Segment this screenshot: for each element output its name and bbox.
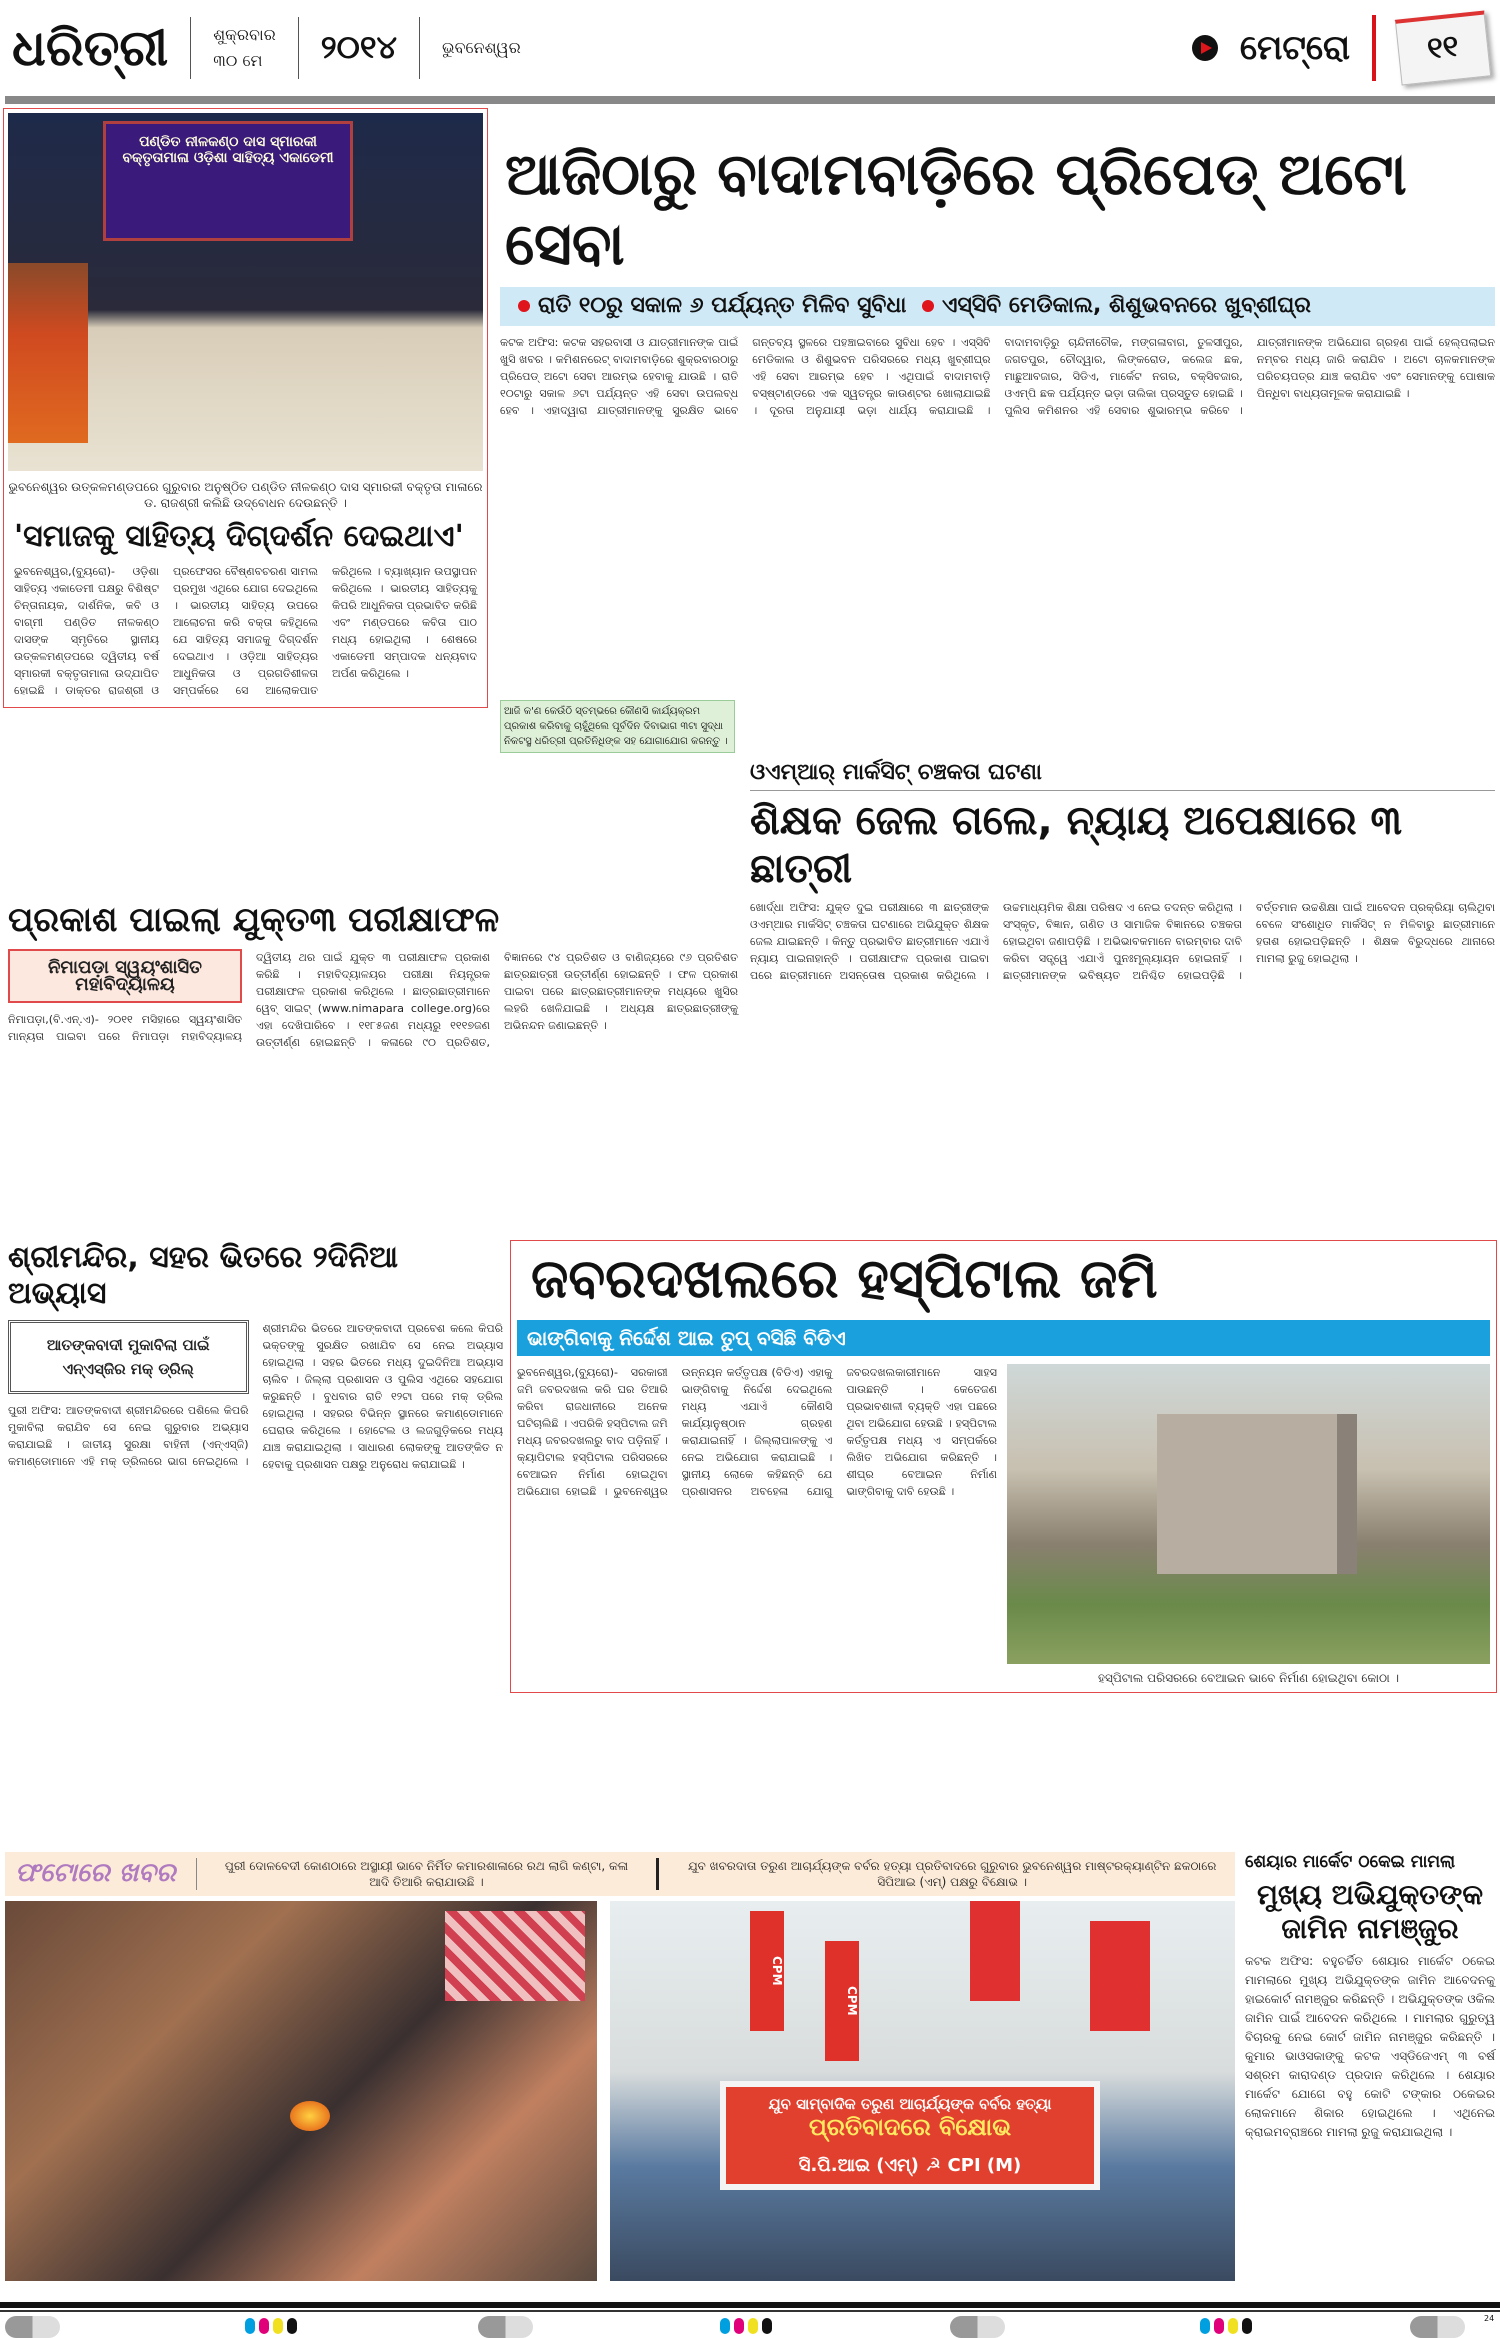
story-literature [3,108,488,708]
cmyk-mark [1228,2318,1238,2334]
cmyk-mark [259,2318,269,2334]
building-shape [1157,1414,1357,1574]
bullet-icon [518,300,530,312]
article-body: କଟକ ଅଫିସ: କଟକ ସହରବାସୀ ଓ ଯାତ୍ରୀମାନଙ୍କ ପାଇଁ ଖୁସି ଖବର । କମିଶନରେଟ୍ ବାଦାମବାଡ଼ିରେ ଶୁକ୍ରବାରଠାରୁ ପ୍ରିପେଡ୍ ଅଟୋ ସେବା ଆରମ୍ଭ ହେବାକୁ ଯାଉଛି । ରାତି ୧୦ଟାରୁ ସକାଳ ୬ଟା ପର୍ଯ୍ୟନ୍ତ ଏହି ସେବା ଉପଲବ୍ଧ ହେବ । ଏହାଦ୍ୱାରା ଯାତ୍ରୀମାନଙ୍କୁ ସୁରକ୍ଷିତ ଭାବେ ଗନ୍ତବ୍ୟ ସ୍ଥଳରେ ପହଞ୍ଚାଇବାରେ ସୁବିଧା ହେବ । ଏସ୍‌ସିବି ମେଡିକାଲ ଓ ଶିଶୁଭବନ ପରିସରରେ ମଧ୍ୟ ଖୁବ୍‌ଶୀଘ୍ର ଏହି ସେବା ଆରମ୍ଭ ହେବ । ଏଥିପାଇଁ ବାଦାମବାଡ଼ି ବସ୍‌ଷ୍ଟାଣ୍ଡରେ ଏକ ସ୍ୱତନ୍ତ୍ର କାଉଣ୍ଟର ଖୋଲାଯାଇଛି । ଦୂରତା ଅନୁଯାୟୀ ଭଡ଼ା ଧାର୍ଯ୍ୟ କରାଯାଇଛି । ବାଦାମବାଡ଼ିରୁ ଚାନ୍ଦିନୀଚୌକ, ମଙ୍ଗଳାବାଗ, ତୁଳସୀପୁର, ଜଗତପୁର, ଚୌଦ୍ୱାର, ଲିଙ୍କରୋଡ, କଲେଜ ଛକ, ମାଛୁଆବଜାର, ସିଡିଏ, ମାର୍କେଟ ନଗର, ବକ୍ସିବଜାର, ଓଏମ୍‌ପି ଛକ ପର୍ଯ୍ୟନ୍ତ ଭଡ଼ା ତାଲିକା ପ୍ରସ୍ତୁତ ହୋଇଛି । ପୁଲିସ କମିଶନର ଏହି ସେବାର ଶୁଭାରମ୍ଭ କରିବେ । ଯାତ୍ରୀମାନଙ୍କ ଅଭିଯୋଗ ଗ୍ରହଣ ପାଇଁ ହେଲ୍ପଲାଇନ ନମ୍ବର ମଧ୍ୟ ଜାରି କରାଯିବ । ଅଟୋ ଚାଳକମାନଙ୍କ ପରିଚୟପତ୍ର ଯାଞ୍ଚ କରାଯିବ ଏବଂ ସେମାନଙ୍କୁ ପୋଷାକ ପିନ୍ଧିବା ବାଧ୍ୟତାମୂଳକ କରାଯାଇଛି । [500,335,1495,417]
registration-mark [1410,2316,1465,2338]
section-play-icon [1192,35,1218,61]
headline: 'ସମାଜକୁ ସାହିତ୍ୟ ଦିଗ୍‌ଦର୍ଶନ ଦେଇଥାଏ' [14,519,464,554]
speaker-figure [8,263,88,443]
photo-caption: ଯୁବ ଖବରଦାତା ତରୁଣ ଆଚାର୍ଯ୍ୟଙ୍କ ବର୍ବର ହତ୍ୟା ପ୍ରତିବାଦରେ ଗୁରୁବାର ଭୁବନେଶ୍ୱର ମାଷ୍ଟରକ୍ୟାଣ୍ଟିନ ଛକଠାରେ ସିପିଆଇ (ଏମ୍) ପକ୍ଷରୁ ବିକ୍ଷୋଭ । [687,1859,1217,1889]
headline: ଜବରଦଖଲରେ ହସ୍ପିଟାଲ ଜମି [531,1247,1158,1310]
red-flag [1090,1921,1150,2031]
story-hospital-content [517,1364,1490,1686]
protest-banner [720,2081,1100,2190]
dateline [213,22,276,74]
registration-mark [950,2316,1005,2338]
year: ୨୦୧୪ [320,28,398,66]
bullet-icon [922,300,934,312]
kicker: ଓଏମ୍‌ଆର୍ ମାର୍କସିଟ୍ ଚଞ୍ଚକତା ଘଟଣା [750,760,1495,791]
event-photo [8,113,483,471]
newspaper-logo: ଧରିତ୍ରୀ [12,18,169,77]
banner-text: ଯୁବ ସାମ୍ବାଦିକ ତରୁଣ ଆଚାର୍ଯ୍ୟଙ୍କ ବର୍ବର ହତ୍ୟା [768,2095,1052,2113]
story-nsg-drill [8,1240,503,1473]
lead-headline: ଆଜିଠାରୁ ବାଦାମବାଡ଼ିରେ ପ୍ରିପେଡ୍ ଅଟୋ ସେବା [505,140,1407,278]
story-hospital-land [510,1240,1497,1693]
cmyk-mark [734,2318,744,2334]
sidebar-box: ଆତଙ୍କବାଦୀ ମୁକାବିଲା ପାଇଁ ଏନ୍‌ଏସ୍‌ଜିର ମକ୍ ଡ୍ରିଲ୍ [8,1320,249,1394]
stage-banner: ପଣ୍ଡିତ ନୀଳକଣ୍ଠ ଦାସ ସ୍ମାରକୀ ବକ୍ତୃତାମାଳା ଓଡ଼ିଶା ସାହିତ୍ୟ ଏକାଡେମୀ [103,121,353,241]
article-body: ନିମାପଡ଼ା,(ବି.ଏନ୍.ଏ)- ୨୦୧୧ ମସିହାରେ ସ୍ୱୟଂଶାସିତ ମାନ୍ୟତା ପାଇବା ପରେ ନିମାପଡ଼ା ମହାବିଦ୍ୟାଳୟ ଦ୍ୱିତୀୟ ଥର ପାଇଁ ଯୁକ୍ତ ୩ ପରୀକ୍ଷାଫଳ ପ୍ରକାଶ କରିଛି । ମହାବିଦ୍ୟାଳୟର ପରୀକ୍ଷା ନିୟନ୍ତ୍ରକ ପରୀକ୍ଷାଫଳ ପ୍ରକାଶ କରିଥିଲେ । ଛାତ୍ରଛାତ୍ରୀମାନେ ୱେବ୍ ସାଇଟ୍ (www.nimapara college.org)ରେ ଏହା ଦେଖିପାରିବେ । ୧୧୮୫ଜଣ ମଧ୍ୟରୁ ୧୧୧୭ଜଣ ଉତ୍ତୀର୍ଣ୍ଣ ହୋଇଛନ୍ତି । କଳାରେ ୯୦ ପ୍ରତିଶତ, ବିଜ୍ଞାନରେ ୯୪ ପ୍ରତିଶତ ଓ ବାଣିଜ୍ୟରେ ୯୬ ପ୍ରତିଶତ ଛାତ୍ରଛାତ୍ରୀ ଉତ୍ତୀର୍ଣ୍ଣ ହୋଇଛନ୍ତି । ଫଳ ପ୍ରକାଶ ପାଇବା ପରେ ଛାତ୍ରଛାତ୍ରୀମାନଙ୍କ ମଧ୍ୟରେ ଖୁସିର ଲହରି ଖେଳିଯାଇଛି । ଅଧ୍ୟକ୍ଷ ଛାତ୍ରଛାତ୍ରୀଙ୍କୁ ଅଭିନନ୍ଦନ ଜଣାଇଛନ୍ତି । [8,950,738,1049]
photo-caption: ପୁରୀ ଦୋଳବେଦୀ କୋଣଠାରେ ଅସ୍ଥାୟୀ ଭାବେ ନିର୍ମିତ କମାରଶାଳାରେ ରଥ ଲାଗି କଣ୍ଟା, କଳା ଆଦି ତିଆରି କରାଯାଉଛି । [224,1859,629,1889]
headline: ଶିକ୍ଷକ ଜେଲ ଗଲେ, ନ୍ୟାୟ ଅପେକ୍ଷାରେ ୩ ଛାତ୍ରୀ [750,798,1402,893]
forge-fire [290,2101,330,2131]
red-flag [970,1901,1020,2001]
divider [196,1858,197,1890]
divider [419,17,420,79]
cmyk-mark [1200,2318,1210,2334]
footer-rule [0,2302,1500,2308]
cmyk-mark [273,2318,283,2334]
registration-mark [5,2316,60,2338]
banner-text: ପ୍ରତିବାଦରେ ବିକ୍ଷୋଭ [808,2113,1012,2141]
photo-caption: ଭୁବନେଶ୍ୱର ଉତ୍କଳମଣ୍ଡପରେ ଗୁରୁବାର ଅନୁଷ୍ଠିତ ପଣ୍ଡିତ ନୀଳକଣ୍ଠ ଦାସ ସ୍ମାରକୀ ବକ୍ତୃତା ମାଳାରେ ଡ. ରାଜଶ୍ରୀ କଲିଛି ଉଦ୍‌ବୋଧନ ଦେଉଛନ୍ତି । [8,480,483,510]
cmyk-mark [245,2318,255,2334]
divider [298,17,299,79]
article-body: କଟକ ଅଫିସ: ବହୁଚର୍ଚ୍ଚିତ ଶେୟାର ମାର୍କେଟ ଠକେଇ ମାମଲାରେ ମୁଖ୍ୟ ଅଭିଯୁକ୍ତଙ୍କ ଜାମିନ ଆବେଦନକୁ ହାଇକୋର୍ଟ ନାମଞ୍ଜୁର କରିଛନ୍ତି । ଅଭିଯୁକ୍ତଙ୍କ ଓକିଲ ଜାମିନ ପାଇଁ ଆବେଦନ କରିଥିଲେ । ମାମଲାର ଗୁରୁତ୍ୱ ବିଚାରକୁ ନେଇ କୋର୍ଟ ଜାମିନ ନାମଞ୍ଜୁର କରିଛନ୍ତି । କୁମାର ଭାଓସକାଙ୍କୁ କଟକ ଏସ୍‌ଡିଜେଏମ୍ ୩ ବର୍ଷ ସଶ୍ରମ କାରାଦଣ୍ଡ ପ୍ରଦାନ କରିଥିଲେ । ଶେୟାର ମାର୍କେଟ ଯୋଗେ ବହୁ କୋଟି ଟଙ୍କାର ଠକେଇର ଲୋକମାନେ ଶିକାର ହୋଇଥିଲେ । ଏଥିନେଇ କ୍ରାଇମବ୍ରାଞ୍ଚରେ ମାମଲା ରୁଜୁ କରାଯାଇଥିଲା । [1245,1953,1495,2139]
page-number: ୧୧ [1395,10,1491,85]
cmyk-mark [762,2318,772,2334]
headscarf-shape [445,1911,585,2001]
subheadline: ରାତି ୧୦ରୁ ସକାଳ ୬ ପର୍ଯ୍ୟନ୍ତ ମିଳିବ ସୁବିଧା [538,293,907,319]
photo-column [1007,1364,1490,1686]
story-omr [750,760,1495,984]
college-box: ନିମାପଡ଼ା ସ୍ୱୟଂଶାସିତ ମହାବିଦ୍ୟାଳୟ [8,949,242,1003]
story-prepaid-auto [500,140,1495,419]
article-body: ପୁରୀ ଅଫିସ: ଆତଙ୍କବାଦୀ ଶ୍ରୀମନ୍ଦିରରେ ପଶିଲେ କିପରି ମୁକାବିଲା କରାଯିବ ସେ ନେଇ ଗୁରୁବାର ଅଭ୍ୟାସ କରାଯାଇଛି । ଜାତୀୟ ସୁରକ୍ଷା ବାହିନୀ (ଏନ୍‌ଏସ୍‌ଜି) କମାଣ୍ଡୋମାନେ ଏହି ମକ୍ ଡ୍ରିଲରେ ଭାଗ ନେଇଥିଲେ । ଶ୍ରୀମନ୍ଦିର ଭିତରେ ଆତଙ୍କବାଦୀ ପ୍ରବେଶ କଲେ କିପରି ଭକ୍ତଙ୍କୁ ସୁରକ୍ଷିତ ରଖାଯିବ ସେ ନେଇ ଅଭ୍ୟାସ ହୋଇଥିଲା । ସହର ଭିତରେ ମଧ୍ୟ ଦୁଇଦିନିଆ ଅଭ୍ୟାସ ଚାଲିବ । ଜିଲ୍ଲା ପ୍ରଶାସନ ଓ ପୁଲିସ ଏଥିରେ ସହଯୋଗ କରୁଛନ୍ତି । ବୁଧବାର ରାତି ୧୨ଟା ପରେ ମକ୍ ଡ୍ରିଲ ହୋଇଥିଲା । ସହରର ବିଭିନ୍ନ ସ୍ଥାନରେ କମାଣ୍ଡୋମାନେ ଘେରାଉ କରିଥିଲେ । ହୋଟେଲ ଓ ଲଜଗୁଡ଼ିକରେ ମଧ୍ୟ ଯାଞ୍ଚ କରାଯାଇଥିଲା । ସାଧାରଣ ଲୋକଙ୍କୁ ଆତଙ୍କିତ ନ ହେବାକୁ ପ୍ରଶାସନ ପକ୍ଷରୁ ଅନୁରୋଧ କରାଯାଇଛି । [8,1322,503,1471]
headline: ଶ୍ରୀମନ୍ଦିର, ସହର ଭିତରେ ୨ଦିନିଆ ଅଭ୍ୟାସ [8,1240,398,1311]
divider [1372,15,1376,81]
banner-party-odia: ସି.ପି.ଆଇ (ଏମ୍) [798,2155,919,2176]
photo-news-header [5,1852,1235,1896]
article-body: ଭୁବନେଶ୍ୱର,(ବ୍ୟୁରୋ)- ଓଡ଼ିଶା ସାହିତ୍ୟ ଏକାଡେମୀ ପକ୍ଷରୁ ବିଶିଷ୍ଟ ଚିନ୍ତାନାୟକ, ଦାର୍ଶନିକ, କବି ଓ ବାଗ୍ମୀ ପଣ୍ଡିତ ନୀଳକଣ୍ଠ ଦାସଙ୍କ ସ୍ମୃତିରେ ସ୍ଥାନୀୟ ଉତ୍କଳମଣ୍ଡପରେ ଦ୍ୱିତୀୟ ବର୍ଷ ସ୍ମାରକୀ ବକ୍ତୃତାମାଳା ଉଦ୍‌ଯାପିତ ହୋଇଛି । ଡାକ୍ତର ରାଜଶ୍ରୀ ଓ ପ୍ରଫେସର ବୈଷ୍ଣବଚରଣ ସାମଲ ପ୍ରମୁଖ ଏଥିରେ ଯୋଗ ଦେଇଥିଲେ । ଭାରତୀୟ ସାହିତ୍ୟ ଉପରେ ଆଲୋଚନା କରି ବକ୍ତା କହିଥିଲେ ଯେ ସାହିତ୍ୟ ସମାଜକୁ ଦିଗ୍‌ଦର୍ଶନ ଦେଇଥାଏ । ଓଡ଼ିଆ ସାହିତ୍ୟର ଆଧୁନିକତା ଓ ପ୍ରଗତିଶୀଳତା ସମ୍ପର୍କରେ ସେ ଆଲୋକପାତ କରିଥିଲେ । ବ୍ୟାଖ୍ୟାନ ଉପସ୍ଥାପନ କରିଥିଲେ । ଭାରତୀୟ ସାହିତ୍ୟକୁ କିପରି ଆଧୁନିକତା ପ୍ରଭାବିତ କରିଛି ଏବଂ ମଣ୍ଡପରେ କବିତା ପାଠ ମଧ୍ୟ ହୋଇଥିଲା । ଶେଷରେ ଏକାଡେମୀ ସମ୍ପାଦକ ଧନ୍ୟବାଦ ଅର୍ପଣ କରିଥିଲେ । [14,565,477,697]
cpm-flag: CPM [825,1941,859,2061]
protest-photo [610,1901,1235,2281]
photo-news [5,1852,1235,2281]
divider [656,1858,659,1890]
masthead [0,0,1500,95]
blacksmith-photo [5,1901,597,2281]
article-body: ଭୁବନେଶ୍ୱର,(ବ୍ୟୁରୋ)- ସରକାରୀ ଜମି ଜବରଦଖଲ କରି ଘର ତିଆରି କରିବା ରାଜଧାନୀରେ ଅନେକ ଘଟିଚାଲିଛି । ଏପରିକି ହସ୍ପିଟାଲ ଜମି ମଧ୍ୟ ଜବରଦଖଲରୁ ବାଦ ପଡ଼ିନାହିଁ । କ୍ୟାପିଟାଲ ହସ୍ପିଟାଲ ପରିସରରେ ବେଆଇନ ନିର୍ମାଣ ହୋଇଥିବା ଅଭିଯୋଗ ହୋଇଛି । ଭୁବନେଶ୍ୱର ଉନ୍ନୟନ କର୍ତ୍ତୃପକ୍ଷ (ବିଡିଏ) ଏହାକୁ ଭାଙ୍ଗିବାକୁ ନିର୍ଦ୍ଦେଶ ଦେଇଥିଲେ ମଧ୍ୟ ଏଯାଏଁ କୌଣସି କାର୍ଯ୍ୟାନୁଷ୍ଠାନ ଗ୍ରହଣ କରାଯାଇନାହିଁ । ଜିଲ୍ଲାପାଳଙ୍କୁ ଏ ନେଇ ଅଭିଯୋଗ କରାଯାଇଛି । ସ୍ଥାନୀୟ ଲୋକେ କହିଛନ୍ତି ଯେ ପ୍ରଶାସନର ଅବହେଳା ଯୋଗୁ ଜବରଦଖଲକାରୀମାନେ ସାହସ ପାଉଛନ୍ତି । କେତେଜଣ ପ୍ରଭାବଶାଳୀ ବ୍ୟକ୍ତି ଏହା ପଛରେ ଥିବା ଅଭିଯୋଗ ହେଉଛି । ହସ୍ପିଟାଲ କର୍ତ୍ତୃପକ୍ଷ ମଧ୍ୟ ଏ ସମ୍ପର୍କରେ ଲିଖିତ ଅଭିଯୋଗ କରିଛନ୍ତି । ଶୀଘ୍ର ବେଆଇନ ନିର୍ମାଣ ଭାଙ୍ଗିବାକୁ ଦାବି ହେଉଛି । [517,1365,997,1498]
section-title: ମେଟ୍ରୋ [1239,27,1350,68]
photo-caption: ହସ୍ପିଟାଲ ପରିସରରେ ବେଆଇନ ଭାବେ ନିର୍ମାଣ ହୋଇଥିବା କୋଠା । [1098,1670,1399,1685]
story-share-market [1245,1852,1495,2142]
cpm-flag: CPM [750,1911,784,2031]
header-rule [5,96,1495,104]
subheadline-bar [500,287,1495,326]
cmyk-mark [1242,2318,1252,2334]
plate-number: 24 [1484,2314,1495,2323]
date: ୩୦ ମେ [213,50,263,70]
registration-mark [478,2316,533,2338]
weekday: ଶୁକ୍ରବାର [213,24,276,44]
story-results [8,900,738,1051]
city: ଭୁବନେଶ୍ୱର [442,37,521,57]
article-body-columns [8,949,738,1051]
footer-rule [0,2310,1500,2312]
cmyk-mark [287,2318,297,2334]
article-body-columns [8,1320,503,1473]
cmyk-mark [748,2318,758,2334]
notice-box: ଆଜି କ'ଣ କେଉଁଠି ସ୍ତମ୍ଭରେ କୌଣସି କାର୍ଯ୍ୟକ୍ରମ ପ୍ରକାଶ କରିବାକୁ ଚାହୁଁଥିଲେ ପୂର୍ବଦିନ ଦିବାଭାଗ ୩ଟା ସୁଦ୍ଧା ନିକଟସ୍ଥ ଧରିତ୍ରୀ ପ୍ରତିନିଧିଙ୍କ ସହ ଯୋଗାଯୋଗ କରନ୍ତୁ । [500,700,735,753]
subheadline-bar: ଭାଙ୍ଗିବାକୁ ନିର୍ଦ୍ଦେଶ ଆଇ ତୁପ୍ ବସିଛି ବିଡିଏ [517,1320,1490,1356]
photo-news-label: ଫଟୋରେ ଖବର [15,1858,176,1889]
subheadline: ଏସ୍‌ସିବି ମେଡିକାଲ, ଶିଶୁଭବନରେ ଖୁବ୍‌ଶୀଘ୍ର [942,293,1311,319]
headline: ମୁଖ୍ୟ ଅଭିଯୁକ୍ତଙ୍କ ଜାମିନ ନାମଞ୍ଜୁର [1256,1878,1484,1945]
article-body: ଖୋର୍ଦ୍ଧା ଅଫିସ: ଯୁକ୍ତ ଦୁଇ ପରୀକ୍ଷାରେ ୩ ଛାତ୍ରୀଙ୍କ ଓଏମ୍‌ଆର ମାର୍କସିଟ୍ ଚଞ୍ଚକତା ଘଟଣାରେ ଅଭିଯୁକ୍ତ ଶିକ୍ଷକ ଜେଲ ଯାଇଛନ୍ତି । କିନ୍ତୁ ପ୍ରଭାବିତ ଛାତ୍ରୀମାନେ ଏଯାଏଁ ନ୍ୟାୟ ପାଇନାହାନ୍ତି । ପରୀକ୍ଷାଫଳ ପ୍ରକାଶ ପାଇବା ପରେ ଛାତ୍ରୀମାନେ ଅସନ୍ତୋଷ ପ୍ରକାଶ କରିଥିଲେ । ଉଚ୍ଚମାଧ୍ୟମିକ ଶିକ୍ଷା ପରିଷଦ ଏ ନେଇ ତଦନ୍ତ କରିଥିଲା । ସଂସ୍କୃତ, ବିଜ୍ଞାନ, ଗଣିତ ଓ ସାମାଜିକ ବିଜ୍ଞାନରେ ଚଞ୍ଚକତା ହୋଇଥିବା ଜଣାପଡ଼ିଛି । ଅଭିଭାବକମାନେ ବାରମ୍ବାର ଦାବି କରିବା ସତ୍ତ୍ୱେ ଏଯାଏଁ ପୁନଃମୂଲ୍ୟାୟନ ହୋଇନାହିଁ । ଛାତ୍ରୀମାନଙ୍କ ଭବିଷ୍ୟତ ଅନିଶ୍ଚିତ ହୋଇପଡ଼ିଛି । ବର୍ତ୍ତମାନ ଉଚ୍ଚଶିକ୍ଷା ପାଇଁ ଆବେଦନ ପ୍ରକ୍ରିୟା ଚାଲିଥିବା ବେଳେ ସଂଶୋଧିତ ମାର୍କସିଟ୍ ନ ମିଳିବାରୁ ଛାତ୍ରୀମାନେ ହତାଶ ହୋଇପଡ଼ିଛନ୍ତି । ଶିକ୍ଷକ ବିରୁଦ୍ଧରେ ଥାନାରେ ମାମଲା ରୁଜୁ ହୋଇଥିଲା । [750,901,1495,983]
cmyk-mark [1214,2318,1224,2334]
hospital-building-photo [1007,1364,1490,1664]
banner-party: CPI (M) [947,2155,1022,2176]
cmyk-mark [720,2318,730,2334]
photo-row [5,1901,1235,2281]
kicker: ଶେୟାର ମାର୍କେଟ ଠକେଇ ମାମଲା [1245,1852,1456,1872]
hammer-sickle-icon: ☭ [925,2155,942,2176]
divider [190,17,191,79]
headline: ପ୍ରକାଶ ପାଇଲା ଯୁକ୍ତ୩ ପରୀକ୍ଷାଫଳ [8,900,500,940]
